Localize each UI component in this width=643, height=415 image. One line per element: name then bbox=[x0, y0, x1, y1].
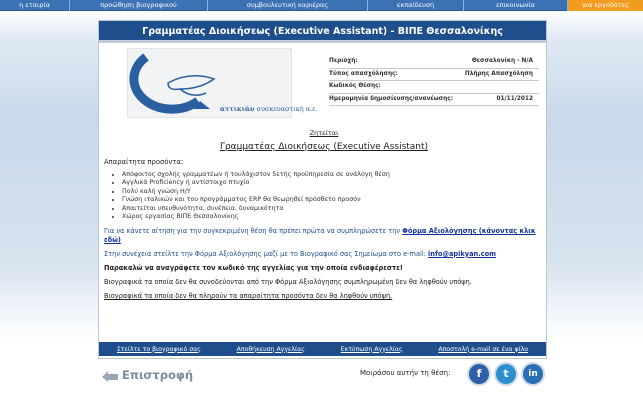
email-friend-link[interactable]: Αποστολή e-mail σε ένα φίλο bbox=[438, 345, 529, 353]
job-info-table bbox=[329, 56, 539, 106]
info-row-employment-type bbox=[329, 69, 539, 82]
info-row-publish-date bbox=[329, 94, 539, 107]
code-note: Παρακαλώ να αναγράφετε τον κωδικό της αγγελίας για την οποία ενδιαφέρεστε! bbox=[104, 264, 403, 273]
twitter-icon[interactable]: t bbox=[496, 364, 516, 384]
nav-contact[interactable]: επικοινωνία bbox=[464, 0, 568, 11]
send-cv-link[interactable]: Στείλτε το βιογραφικό σας bbox=[116, 345, 201, 353]
nav-education[interactable]: εκπαίδευση bbox=[368, 0, 464, 11]
email-link[interactable]: info@apikyan.com bbox=[428, 249, 497, 258]
list-item: • Αγγλικά Proficiency ή αντίστοιχο πτυχίο bbox=[122, 179, 544, 187]
back-label: Επιστροφή bbox=[122, 368, 194, 382]
job-panel bbox=[98, 20, 547, 359]
apply-instructions bbox=[104, 227, 544, 243]
send-instructions bbox=[104, 250, 544, 258]
nav-company[interactable]: η εταιρία bbox=[0, 0, 70, 11]
action-bar bbox=[99, 342, 546, 356]
nav-employers[interactable]: για εργοδότες bbox=[568, 0, 643, 11]
nav-cv-promotion[interactable]: προώθηση βιογραφικού bbox=[70, 0, 208, 11]
list-item: • Πολύ καλή γνώση Η/Υ bbox=[122, 188, 544, 196]
wanted-label: Ζητείται bbox=[309, 129, 339, 137]
info-value: 01/11/2012 bbox=[496, 95, 533, 102]
list-item: • Απόφοιτος σχολής γραμματέων ή τουλάχιστον 5ετής προϋπηρεσία σε ανάλογη θέση bbox=[122, 171, 544, 179]
list-item: • Απαιτείται υπευθυνότητα, συνέπεια, δυναμικότητα bbox=[122, 205, 544, 213]
info-value: Πλήρης Απασχόληση bbox=[464, 70, 533, 77]
list-item: • Γνώση ιταλικών και του προγράμματος ERP θα θεωρηθεί πρόσθετο προσόν bbox=[122, 196, 544, 204]
job-header-title: Γραμματέας Διοικήσεως (Executive Assistant) - ΒΙΠΕ Θεσσαλονίκης bbox=[99, 21, 546, 43]
share-label: Μοιράσου αυτήν τη θέση: bbox=[360, 369, 451, 377]
info-key: Κωδικός Θέσης: bbox=[329, 83, 381, 89]
info-row-region bbox=[329, 56, 539, 69]
info-value: Θεσσαλονίκη - N/A bbox=[471, 58, 533, 64]
save-ad-link[interactable]: Αποθήκευση Αγγελίας bbox=[236, 345, 305, 353]
top-navigation bbox=[0, 0, 643, 11]
evaluation-form-link[interactable]: Φόρμα Αξιολόγησης (κάνοντας κλικ εδώ) bbox=[104, 227, 536, 244]
info-key: Ημερομηνία δημοσίευσης/ανανέωσης: bbox=[329, 95, 454, 102]
apply-text: Για να κάνετε αίτηση για την συγκεκριμένη θέση θα πρέπει πρώτα να συμπληρώσετε την bbox=[104, 227, 403, 236]
form-note: Βιογραφικά τα οποία δεν θα συνοδεύονται από την Φόρμα Αξιολόγησης συμπληρωμένη δεν θα ληφθούν υπόψη. bbox=[104, 278, 472, 287]
back-button[interactable] bbox=[100, 367, 200, 383]
nav-career-counseling[interactable]: συμβουλευτική καριέρας bbox=[208, 0, 368, 11]
info-row-job-code bbox=[329, 81, 539, 94]
send-text: Στην συνέχεια στείλτε την Φόρμα Αξιολόγησης μαζί με το Βιογραφικό σας Σημείωμα στο e-mail: bbox=[104, 249, 429, 258]
info-key: Περιοχή: bbox=[329, 58, 358, 64]
job-content bbox=[104, 129, 544, 301]
print-ad-link[interactable]: Εκτύπωση Αγγελίας bbox=[340, 345, 403, 353]
linkedin-icon[interactable]: in bbox=[523, 364, 543, 384]
facebook-icon[interactable]: f bbox=[469, 364, 489, 384]
info-value bbox=[533, 81, 539, 93]
company-logo-wordmark: αττικιάν συσκευαστική α.ε. bbox=[220, 105, 318, 113]
info-key: Τύπος απασχόλησης: bbox=[329, 70, 398, 77]
list-item: • Χώρος εργασίας ΒΙΠΕ Θεσσαλονίκης bbox=[122, 213, 544, 221]
job-title: Γραμματέας Διοικήσεως (Executive Assistant) bbox=[219, 142, 429, 152]
back-arrow-icon bbox=[100, 368, 120, 382]
requirements-list bbox=[122, 171, 544, 221]
requirements-heading: Απαραίτητα προσόντα: bbox=[104, 158, 184, 166]
company-logo bbox=[127, 48, 318, 118]
requirements-note: Βιογραφικά τα οποία δεν θα πληρούν τα απαραίτητα προσόντα δεν θα ληφθούν υπόψη. bbox=[104, 292, 393, 301]
